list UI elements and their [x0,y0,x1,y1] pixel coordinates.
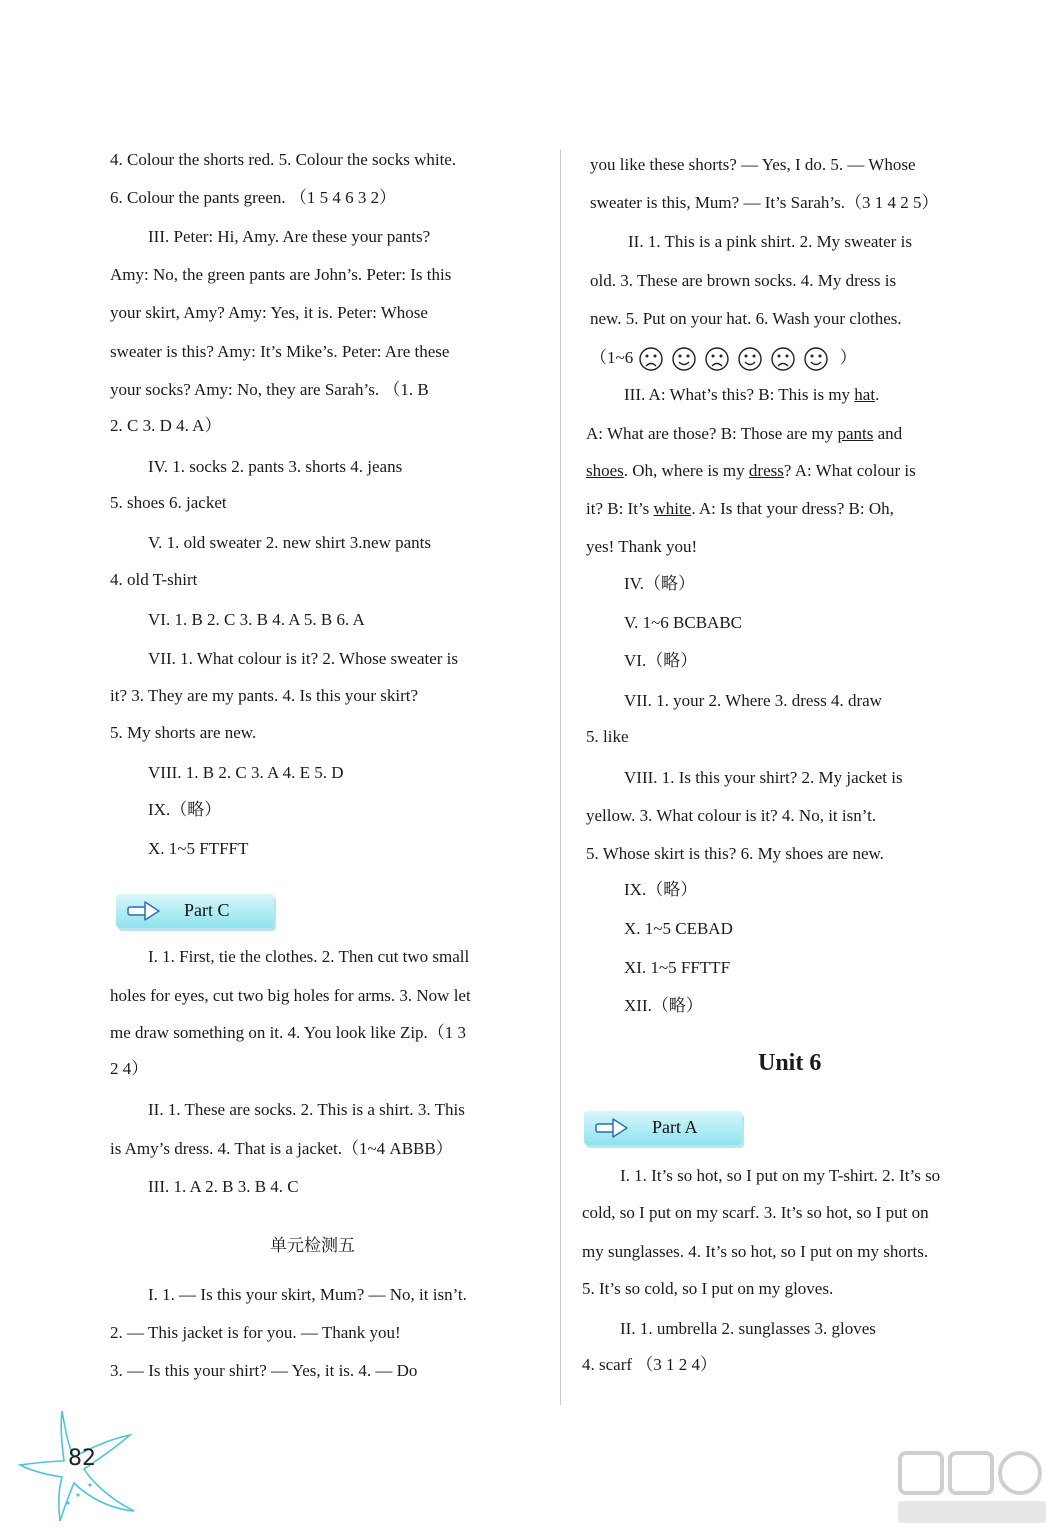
answer-line: it? 3. They are my pants. 4. Is this your skirt? [110,686,418,705]
answer-line: you like these shorts? — Yes, I do. 5. — Whose [590,155,916,174]
smiley-face-icon [673,348,695,370]
answer-line: I. 1. It’s so hot, so I put on my T-shirt. 2. It’s so [620,1166,941,1185]
underlined-word: shoes [586,461,624,480]
answer-line: cold, so I put on my scarf. 3. It’s so hot, so I put on [582,1203,929,1222]
answer-line: X. 1~5 FTFFT [148,839,249,858]
answer-line: 3. — Is this your shirt? — Yes, it is. 4. — Do [110,1361,418,1380]
faces-row [637,346,835,372]
answer-line [586,384,879,406]
arrow-right-icon [126,899,162,923]
answer-line: VII. 1. your 2. Where 3. dress 4. draw [624,691,882,710]
sad-face-icon [772,348,794,370]
answer-line: XII.（略） [624,996,703,1015]
underlined-word: white [653,499,692,518]
answer-line: VIII. 1. Is this your shirt? 2. My jacket is [624,768,903,787]
answer-line: VIII. 1. B 2. C 3. A 4. E 5. D [148,763,344,782]
answer-line [586,498,894,520]
answer-line [586,423,902,445]
answer-line: IV.（略） [624,574,695,593]
faces-suffix: ） [839,347,857,367]
answer-line: IX.（略） [624,880,698,899]
unit-title: Unit 6 [758,1050,822,1076]
answer-line [586,460,916,482]
answer-line: 2. — This jacket is for you. — Thank you! [110,1323,401,1342]
faces-answer-line [590,346,857,372]
answer-line: VI.（略） [624,651,698,670]
underlined-word: hat [854,385,876,404]
part-a-label: Part A [652,1117,698,1137]
answer-line: holes for eyes, cut two big holes for arms. 3. Now let [110,986,471,1005]
answer-line: II. 1. umbrella 2. sunglasses 3. gloves [620,1319,876,1338]
answer-line: VII. 1. What colour is it? 2. Whose sweater is [148,649,459,668]
answer-line: your skirt, Amy? Amy: Yes, it is. Peter: Whose [110,303,428,322]
text-fragment: . A: Is that your dress? B: Oh, [691,499,894,518]
answer-line: X. 1~5 CEBAD [624,919,733,938]
answer-line: IX.（略） [148,800,222,819]
answer-line: new. 5. Put on your hat. 6. Wash your clothes. [590,309,902,328]
answer-line: sweater is this, Mum? — It’s Sarah’s.（3 1 4 2 5） [590,193,939,212]
part-c-label: Part C [184,900,230,920]
text-fragment: it? B: It’s [586,499,654,518]
arrow-right-icon [594,1116,630,1140]
sad-face-icon [706,348,728,370]
answer-line: old. 3. These are brown socks. 4. My dress is [590,271,897,290]
sad-face-icon [640,348,662,370]
text-fragment: and [873,424,903,443]
answer-line: is Amy’s dress. 4. That is a jacket.（1~4 ABBB） [110,1139,453,1158]
smiley-face-icon [805,348,827,370]
text-fragment: . [875,385,880,404]
answer-line: II. 1. This is a pink shirt. 2. My sweater is [628,232,912,251]
answer-line: 5. It’s so cold, so I put on my gloves. [582,1279,834,1298]
test-title: 单元检测五 [270,1236,355,1256]
text-fragment: . Oh, where is my [623,461,749,480]
answer-line: 4. scarf （3 1 2 4） [582,1355,718,1374]
answer-line: 5. like [586,727,629,746]
watermark-logo-icon [892,1445,1052,1527]
answer-line: IV. 1. socks 2. pants 3. shorts 4. jeans [148,457,403,476]
column-divider [560,150,561,1405]
text-fragment: ? A: What colour is [783,461,916,480]
underlined-word: dress [748,461,784,480]
answer-line: I. 1. First, tie the clothes. 2. Then cut two small [148,947,470,966]
answer-line: 2. C 3. D 4. A） [110,416,222,435]
page-number: 82 [68,1446,96,1471]
answer-line: I. 1. — Is this your skirt, Mum? — No, it isn’t. [148,1285,467,1304]
answer-line: 4. old T-shirt [110,570,198,589]
answer-line: XI. 1~5 FFTTF [624,958,731,977]
answer-line: 2 4） [110,1059,149,1078]
underlined-word: pants [837,424,874,443]
answer-line: V. 1. old sweater 2. new shirt 3.new pants [148,533,431,552]
answer-line: Amy: No, the green pants are John’s. Peter: Is this [110,265,452,284]
answer-line: my sunglasses. 4. It’s so hot, so I put on my shorts. [582,1242,929,1261]
answer-line: 5. Whose skirt is this? 6. My shoes are new. [586,844,884,863]
part-c-banner [116,894,274,928]
answer-line: sweater is this? Amy: It’s Mike’s. Peter: Are these [110,342,450,361]
answer-line: yes! Thank you! [586,537,698,556]
smiley-face-icon [739,348,761,370]
text-fragment: III. A: What’s this? B: This is my [624,385,855,404]
answer-line: 5. My shorts are new. [110,723,257,742]
answer-line: me draw something on it. 4. You look like Zip.（1 3 [110,1023,467,1042]
answer-line: II. 1. These are socks. 2. This is a shirt. 3. This [148,1100,465,1119]
answer-line: VI. 1. B 2. C 3. B 4. A 5. B 6. A [148,610,365,629]
text-fragment: A: What are those? B: Those are my [586,424,838,443]
answer-line: 6. Colour the pants green. （1 5 4 6 3 2） [110,188,397,207]
answer-line: III. 1. A 2. B 3. B 4. C [148,1177,299,1196]
answer-line: your socks? Amy: No, they are Sarah’s. （1. B [110,380,429,399]
answer-line: III. Peter: Hi, Amy. Are these your pants? [148,227,431,246]
part-a-banner [584,1111,742,1145]
answer-line: yellow. 3. What colour is it? 4. No, it isn’t. [586,806,877,825]
faces-prefix: （1~6 [590,347,634,367]
answer-line: 4. Colour the shorts red. 5. Colour the socks white. [110,150,457,169]
answer-line: V. 1~6 BCBABC [624,613,743,632]
answer-line: 5. shoes 6. jacket [110,493,227,512]
